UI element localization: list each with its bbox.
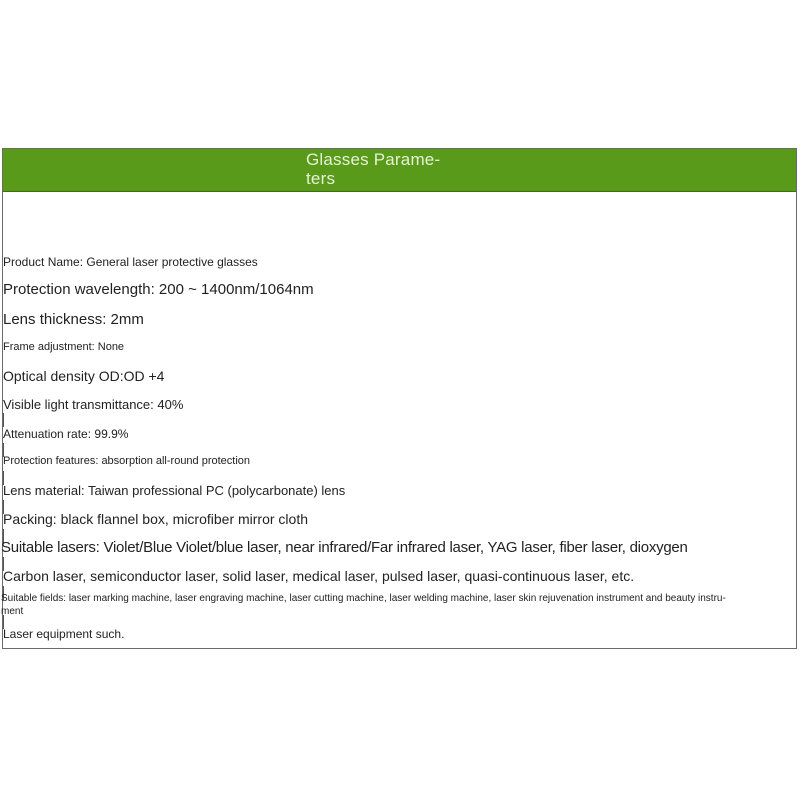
attenuation-rate-row: Attenuation rate: 99.9% (3, 427, 129, 441)
laser-equipment-row: Laser equipment such. (3, 627, 125, 641)
frame-adjustment-row: Frame adjustment: None (3, 341, 125, 353)
panel-title: Glasses Parame- ters (306, 150, 441, 188)
visible-light-row: Visible light transmittance: 40% (3, 397, 184, 412)
protection-features-row: Protection features: absorption all-round protection (3, 455, 251, 467)
suitable-lasers-row: Suitable lasers: Violet/Blue Violet/blue laser, near infrared/Far infrared laser, YAG laser, fiber laser, dioxygen (1, 539, 688, 556)
parameters-panel (2, 148, 797, 649)
panel-header (3, 149, 796, 192)
protection-wavelength-row: Protection wavelength: 200 ~ 1400nm/1064nm (3, 281, 314, 298)
suitable-fields-row: Suitable fields: laser marking machine, laser engraving machine, laser cutting machine, laser welding machine, laser skin rejuvenation instrument and beauty instru- ment (1, 593, 726, 617)
edge-mark (3, 413, 4, 427)
packing-row: Packing: black flannel box, microfiber mirror cloth (3, 511, 309, 527)
product-name-row: Product Name: General laser protective glasses (3, 255, 258, 269)
lens-thickness-row: Lens thickness: 2mm (3, 311, 144, 328)
laser-types-continued-row: Carbon laser, semiconductor laser, solid laser, medical laser, pulsed laser, quasi-continuous laser, etc. (3, 568, 635, 584)
optical-density-row: Optical density OD:OD +4 (3, 368, 165, 384)
lens-material-row: Lens material: Taiwan professional PC (polycarbonate) lens (3, 483, 346, 498)
